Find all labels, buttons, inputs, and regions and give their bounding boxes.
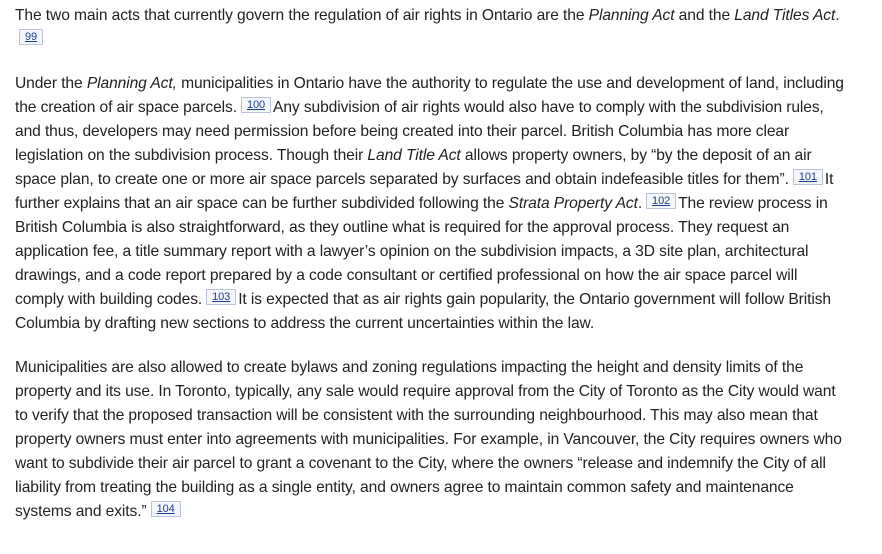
- footnote-link-102[interactable]: 102: [646, 193, 676, 209]
- act-name-strata-property-act: Strata Property Act: [508, 195, 638, 212]
- text-segment: Any subdivision of air rights would also have to comply with the subdivision rules, and thus, developers may need permission before being created into their parcel. British Columbia has more clear legislation on the subdivision process. Though their: [15, 99, 824, 164]
- text-segment: The review process in British Columbia is also straightforward, as they outline what is required for the approval process. They request an application fee, a title summary report with a lawyer’s opinion on the subdivision impacts, a 3D site plan, architectural drawings, and a code report prepared by a code consultant or certified professional on how the air space parcel will comply with building codes.: [15, 195, 828, 308]
- text-segment: municipalities in Ontario have the authority to regulate the use and development of land, including the creation of air space parcels.: [15, 75, 844, 116]
- paragraph-municipalities: [15, 356, 850, 524]
- footnote-link-100[interactable]: 100: [241, 97, 271, 113]
- text-segment: .: [637, 195, 643, 212]
- footnote-link-103[interactable]: 103: [206, 289, 236, 305]
- act-name-planning-act: Planning Act,: [86, 75, 177, 92]
- act-name-planning-act: Planning Act: [588, 7, 675, 24]
- text-segment: .: [835, 7, 840, 24]
- text-segment: It further explains that an air space can be further subdivided following the: [15, 171, 834, 212]
- paragraph-acts: [15, 4, 850, 52]
- footnote-link-101[interactable]: 101: [793, 169, 823, 185]
- text-segment: It is expected that as air rights gain popularity, the Ontario government will follow British Columbia by drafting new sections to address the current uncertainties within the law.: [15, 291, 831, 332]
- text-segment: Under the: [15, 75, 87, 92]
- text-segment: and the: [674, 7, 735, 24]
- text-segment: Municipalities are also allowed to create bylaws and zoning regulations impacting the height and density limits of the property and its use. In Toronto, typically, any sale would require approval from the City of Toronto as the City would want to verify that the proposed transaction will be consistent with the surrounding neighbourhood. This may also mean that property owners must enter into agreements with municipalities. For example, in Vancouver, the City requires owners who want to subdivide their air parcel to grant a covenant to the City, where the owners “release and indemnify the City of all liability from treating the building as a single entity, and owners agree to maintain common safety and maintenance systems and exits.”: [15, 359, 842, 520]
- text-segment: The two main acts that currently govern the regulation of air rights in Ontario are the: [15, 7, 589, 24]
- act-name-land-title-act: Land Title Act: [367, 147, 461, 164]
- act-name-land-titles-act: Land Titles Act: [734, 7, 836, 24]
- footnote-link-104[interactable]: 104: [151, 501, 181, 517]
- article-body: [15, 4, 850, 544]
- footnote-link-99[interactable]: 99: [19, 29, 43, 45]
- paragraph-planning-act: [15, 72, 850, 336]
- text-segment: allows property owners, by “by the deposit of an air space plan, to create one or more air space parcels separated by surfaces and obtain indefeasible titles for them”.: [15, 147, 812, 188]
